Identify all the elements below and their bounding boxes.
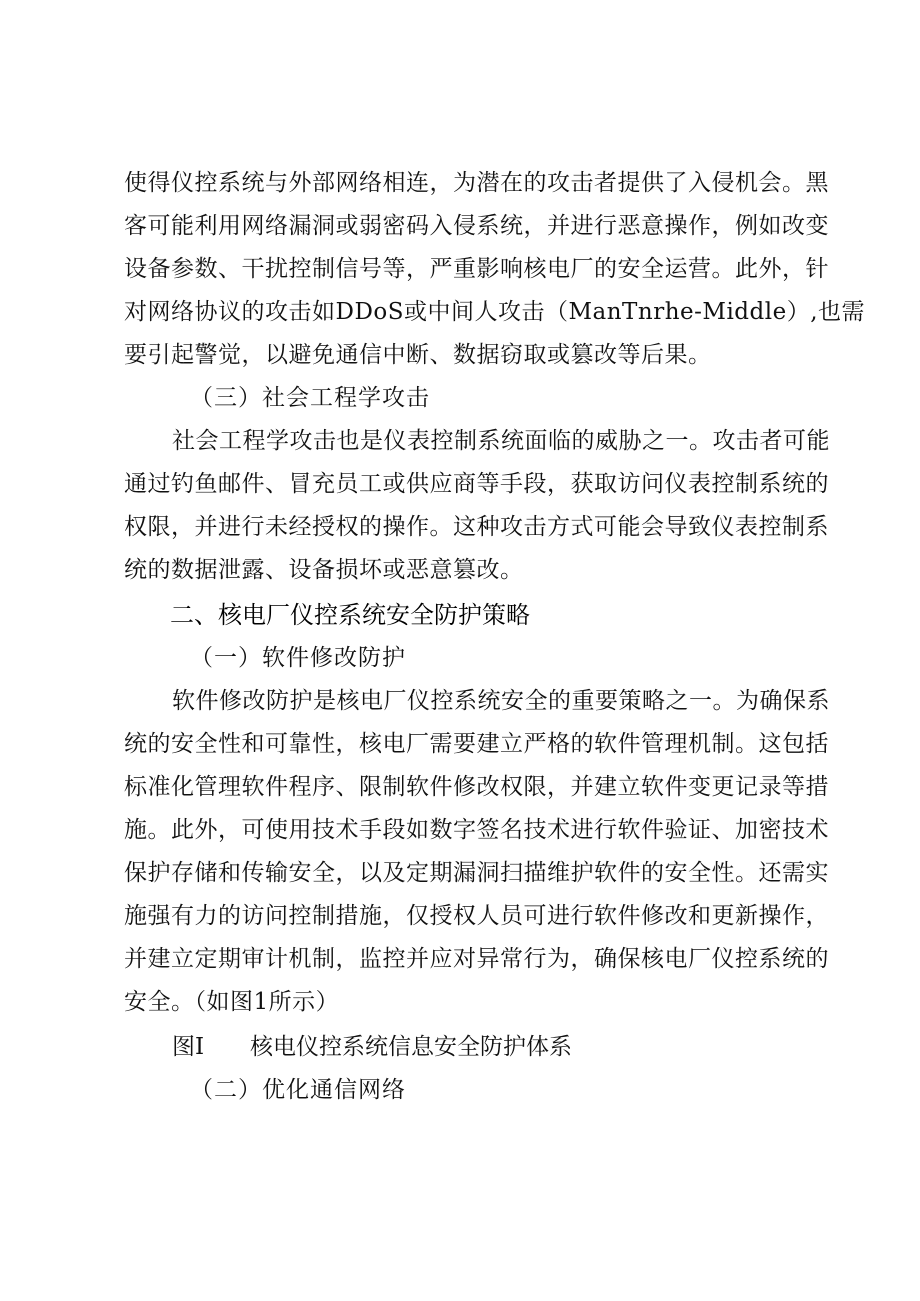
paragraph-software-line-6: 施强有力的访问控制措施，仅授权人员可进行软件修改和更新操作， [124, 903, 829, 929]
figure-caption-text: 核电仪控系统信息安全防护体系 [250, 1034, 572, 1060]
paragraph-network-line-2: 客可能利用网络漏洞或弱密码入侵系统，并进行恶意操作，例如改变 [124, 213, 829, 239]
paragraph-software-line-5: 保护存储和传输安全，以及定期漏洞扫描维护软件的安全性。还需实 [124, 860, 829, 886]
section-social-heading: （三）社会工程学攻击 [190, 385, 430, 411]
paragraph-software-line-8: 安全。（如图1所示） [124, 989, 340, 1015]
paragraph-network-line-1: 使得仪控系统与外部网络相连，为潜在的攻击者提供了入侵机会。黑 [124, 170, 829, 196]
paragraph-software-line-1: 软件修改防护是核电厂仪控系统安全的重要策略之一。为确保系 [172, 688, 830, 714]
chapter-two-heading: 二、核电厂仪控系统安全防护策略 [170, 601, 530, 629]
paragraph-software-line-4: 施。此外，可使用技术手段如数字签名技术进行软件验证、加密技术 [124, 817, 829, 843]
paragraph-software-line-7: 并建立定期审计机制，监控并应对异常行为，确保核电厂仪控系统的 [124, 946, 829, 972]
paragraph-social-line-4: 统的数据泄露、设备损坏或恶意篡改。 [124, 557, 524, 583]
section-software-heading: （一）软件修改防护 [190, 645, 406, 671]
paragraph-software-line-3: 标准化管理软件程序、限制软件修改权限，并建立软件变更记录等措 [124, 774, 829, 800]
paragraph-social-line-2: 通过钓鱼邮件、冒充员工或供应商等手段，获取访问仪表控制系统的 [124, 471, 829, 497]
paragraph-network-line-4: 对网络协议的攻击如DDoS或中间人攻击（ManTnrhe-Middle）,也需 [124, 299, 866, 325]
section-network-heading: （二）优化通信网络 [190, 1077, 406, 1103]
paragraph-social-line-3: 权限，并进行未经授权的操作。这种攻击方式可能会导致仪表控制系 [124, 514, 829, 540]
paragraph-network-line-5: 要引起警觉，以避免通信中断、数据窃取或篡改等后果。 [124, 342, 712, 368]
paragraph-network-line-3: 设备参数、干扰控制信号等，严重影响核电厂的安全运营。此外，针 [124, 256, 829, 282]
paragraph-social-line-1: 社会工程学攻击也是仪表控制系统面临的威胁之一。攻击者可能 [172, 428, 830, 454]
figure-label: 图I [172, 1034, 205, 1060]
figure-caption [172, 1032, 572, 1062]
paragraph-software-line-2: 统的安全性和可靠性，核电厂需要建立严格的软件管理机制。这包括 [124, 731, 829, 757]
